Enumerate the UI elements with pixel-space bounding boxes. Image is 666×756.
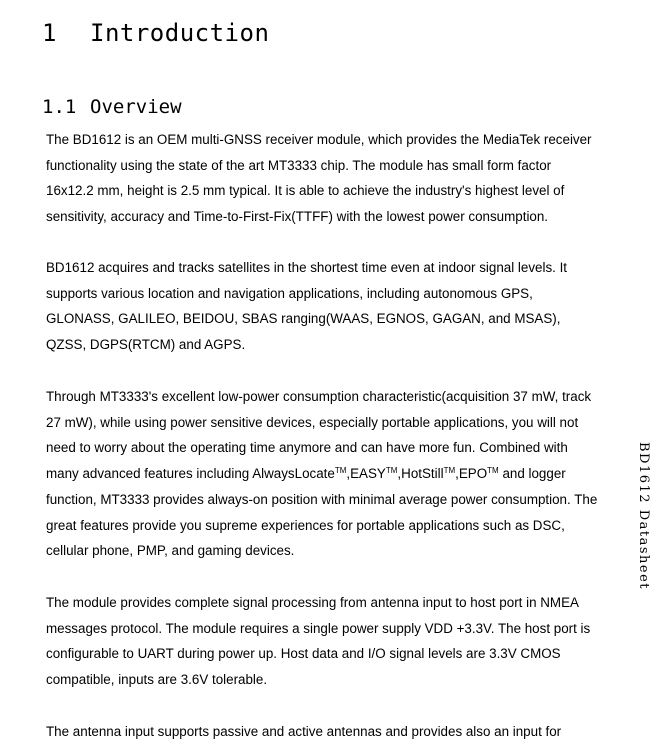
section-title: Introduction [90,19,270,47]
subsection-heading [42,94,182,120]
text-line: compatible, inputs are 3.6V tolerable. [46,672,268,688]
text-line: functionality using the state of the art MT3333 chip. The module has small form factor [46,157,552,173]
trademark-mark: TM [487,466,499,476]
features-line [46,461,608,487]
text-line: GLONASS, GALILEO, BEIDOU, SBAS ranging(WAAS, EGNOS, GAGAN, and MSAS), [46,311,561,327]
features-suffix: and logger [498,466,566,482]
feature-name: AlwaysLocate [252,466,335,482]
feature-name: HotStill [401,466,444,482]
paragraph-power [46,384,608,564]
text-line: 16x12.2 mm, height is 2.5 mm typical. It is able to achieve the industry's highest level of [46,183,565,199]
text-line: Through MT3333's excellent low-power consumption characteristic(acquisition 37 mW, track [46,389,592,404]
paragraph-antenna [46,719,608,745]
feature-separator: , [346,466,351,482]
text-line: The BD1612 is an OEM multi-GNSS receiver module, which provides the MediaTek receiver [46,132,592,147]
text-line: sensitivity, accuracy and Time-to-First-Fix(TTFF) with the lowest power consumption. [46,209,549,225]
subsection-number: 1.1 [42,96,77,118]
text-line: The module provides complete signal processing from antenna input to host port in NMEA [46,595,579,610]
section-heading [42,18,269,48]
side-label: BD1612 Datasheet [636,442,651,590]
features-prefix: many advanced features including [46,466,253,482]
feature-separator: , [455,466,459,482]
trademark-mark: TM [385,466,398,476]
section-number: 1 [42,19,57,47]
paragraph-acquisition [46,255,608,358]
feature-separator: , [397,466,402,482]
text-line: BD1612 acquires and tracks satellites in the shortest time even at indoor signal levels. It [46,260,568,275]
paragraph-intro [46,127,608,230]
trademark-mark: TM [334,466,347,476]
feature-name: EPO [458,466,488,482]
text-line: supports various location and navigation applications, including autonomous GPS, [46,285,533,301]
text-line: great features provide you supreme experiences for portable applications such as DSC, [46,517,565,533]
paragraph-signal-processing [46,590,608,693]
text-line: need to worry about the operating time anymore and can have more fun. Combined with [46,440,568,456]
text-line: messages protocol. The module requires a single power supply VDD +3.3V. The host port is [46,620,591,636]
text-line: function, MT3333 provides always-on position with minimal average power consumption. The [46,491,598,507]
text-line: configurable to UART during power up. Host data and I/O signal levels are 3.3V CMOS [46,646,561,662]
text-line: 27 mW), while using power sensitive devices, especially portable applications, you will not [46,414,579,430]
text-line: QZSS, DGPS(RTCM) and AGPS. [46,337,246,353]
feature-name: EASY [350,466,386,482]
trademark-mark: TM [443,466,456,476]
text-line: cellular phone, PMP, and gaming devices. [46,543,295,559]
text-line: The antenna input supports passive and active antennas and provides also an input for [46,724,562,739]
subsection-title: Overview [90,96,182,118]
